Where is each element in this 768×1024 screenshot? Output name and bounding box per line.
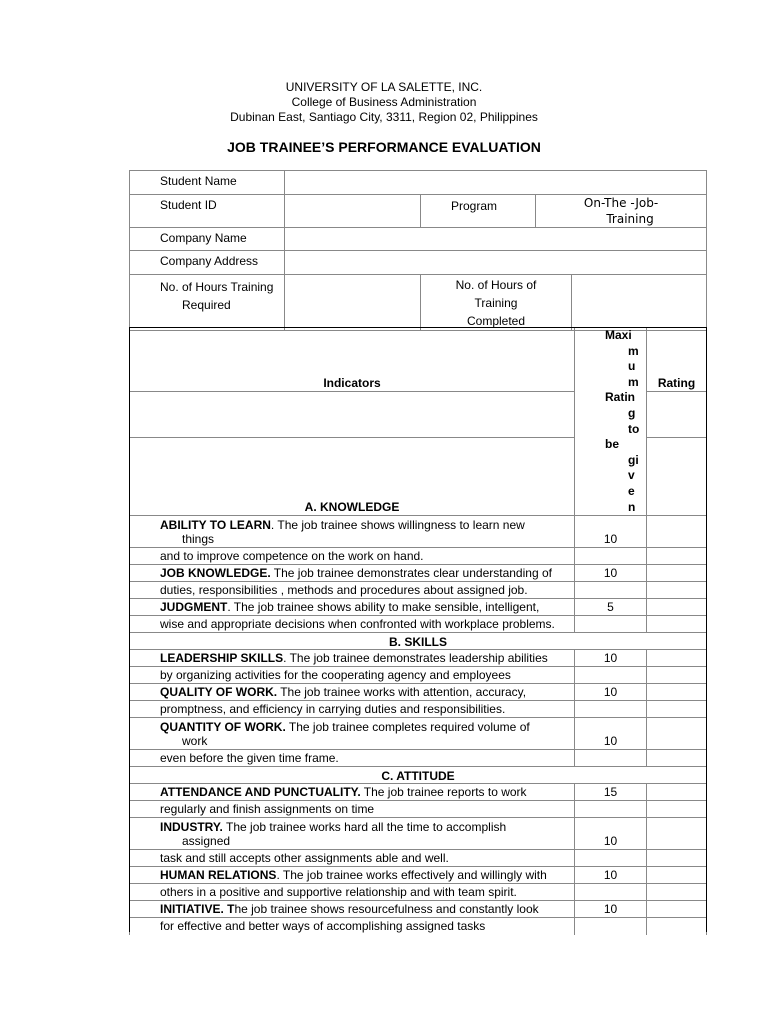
indicator-job-knowledge: JOB KNOWLEDGE. The job trainee demonstrates clear understanding of bbox=[130, 565, 575, 582]
university-address: Dubinan East, Santiago City, 3311, Region 02, Philippines bbox=[230, 110, 538, 124]
company-name-field[interactable] bbox=[285, 228, 707, 251]
hours-required-line-1: No. of Hours Training bbox=[160, 280, 274, 294]
table-row bbox=[130, 818, 707, 850]
trainee-info-table bbox=[129, 170, 707, 331]
document-header bbox=[0, 80, 768, 125]
rating-industry[interactable] bbox=[647, 818, 707, 850]
student-name-field[interactable] bbox=[285, 171, 707, 195]
table-row bbox=[130, 565, 707, 582]
max-rating-header: Maxi m u m Ratin g to be gi v e n bbox=[575, 328, 647, 516]
max-attendance-punctuality: 15 bbox=[575, 784, 647, 801]
indicators-header: Indicators bbox=[130, 328, 575, 392]
indicator-industry: INDUSTRY. The job trainee works hard all the time to accomplish assigned bbox=[130, 818, 575, 850]
section-skills-row bbox=[130, 633, 707, 650]
hours-completed-line-2: Training bbox=[474, 296, 518, 310]
rating-leadership-skills[interactable] bbox=[647, 650, 707, 667]
max-judgment: 5 bbox=[575, 599, 647, 616]
hours-completed-field[interactable] bbox=[572, 275, 707, 331]
table-row: regularly and finish assignments on time bbox=[130, 801, 707, 818]
rating-quality-of-work[interactable] bbox=[647, 684, 707, 701]
table-row bbox=[130, 516, 707, 548]
table-row: even before the given time frame. bbox=[130, 750, 707, 767]
table-row: promptness, and efficiency in carrying duties and responsibilities. bbox=[130, 701, 707, 718]
max-quantity-of-work: 10 bbox=[575, 718, 647, 750]
program-value-line-2: Training bbox=[606, 212, 654, 226]
max-ability-to-learn: 10 bbox=[575, 516, 647, 548]
section-attitude: C. ATTITUDE bbox=[130, 767, 707, 784]
table-row bbox=[130, 650, 707, 667]
hours-required-label bbox=[130, 275, 285, 331]
table-row: for effective and better ways of accomplishing assigned tasks bbox=[130, 918, 707, 935]
indicator-ability-to-learn: ABILITY TO LEARN. The job trainee shows willingness to learn new things bbox=[130, 516, 575, 548]
student-name-label: Student Name bbox=[130, 171, 285, 195]
training-hours-row bbox=[130, 275, 707, 331]
program-value bbox=[536, 195, 707, 228]
section-skills: B. SKILLS bbox=[130, 633, 707, 650]
indicator-leadership-skills: LEADERSHIP SKILLS. The job trainee demonstrates leadership abilities bbox=[130, 650, 575, 667]
section-knowledge: A. KNOWLEDGE bbox=[130, 437, 575, 515]
section-attitude-row bbox=[130, 767, 707, 784]
student-id-field[interactable] bbox=[285, 195, 421, 228]
table-row bbox=[130, 867, 707, 884]
rating-header: Rating bbox=[647, 328, 707, 392]
table-row bbox=[130, 901, 707, 918]
hours-completed-line-3: Completed bbox=[466, 314, 526, 328]
indicator-quality-of-work: QUALITY OF WORK. The job trainee works with attention, accuracy, bbox=[130, 684, 575, 701]
hours-completed-line-1: No. of Hours of bbox=[455, 278, 537, 292]
table-row: by organizing activities for the cooperating agency and employees bbox=[130, 667, 707, 684]
hours-completed-label bbox=[421, 275, 572, 331]
company-name-row bbox=[130, 228, 707, 251]
max-leadership-skills: 10 bbox=[575, 650, 647, 667]
table-row bbox=[130, 718, 707, 750]
indicator-initiative: INITIATIVE. The job trainee shows resourcefulness and constantly look bbox=[130, 901, 575, 918]
max-industry: 10 bbox=[575, 818, 647, 850]
rating-initiative[interactable] bbox=[647, 901, 707, 918]
indicator-attendance-punctuality: ATTENDANCE AND PUNCTUALITY. The job trainee reports to work bbox=[130, 784, 575, 801]
hours-required-line-2: Required bbox=[182, 298, 231, 312]
max-quality-of-work: 10 bbox=[575, 684, 647, 701]
max-human-relations: 10 bbox=[575, 867, 647, 884]
indicator-human-relations: HUMAN RELATIONS. The job trainee works effectively and willingly with bbox=[130, 867, 575, 884]
table-row: others in a positive and supportive relationship and with team spirit. bbox=[130, 884, 707, 901]
page-title: JOB TRAINEE’S PERFORMANCE EVALUATION bbox=[227, 139, 541, 155]
rating-human-relations[interactable] bbox=[647, 867, 707, 884]
student-name-row bbox=[130, 171, 707, 195]
table-row bbox=[130, 684, 707, 701]
table-row: wise and appropriate decisions when confronted with workplace problems. bbox=[130, 616, 707, 633]
table-row: task and still accepts other assignments able and well. bbox=[130, 850, 707, 867]
table-row: duties, responsibilities , methods and procedures about assigned job. bbox=[130, 582, 707, 599]
student-id-label: Student ID bbox=[130, 195, 285, 228]
university-name: UNIVERSITY OF LA SALETTE, INC. bbox=[285, 80, 483, 94]
program-value-line-1: On-The -Job- bbox=[583, 196, 659, 210]
company-address-field[interactable] bbox=[285, 251, 707, 275]
max-job-knowledge: 10 bbox=[575, 565, 647, 582]
company-address-label: Company Address bbox=[130, 251, 285, 275]
header-row bbox=[130, 328, 707, 392]
company-name-label: Company Name bbox=[130, 228, 285, 251]
indicator-quantity-of-work: QUANTITY OF WORK. The job trainee completes required volume of work bbox=[130, 718, 575, 750]
table-row bbox=[130, 599, 707, 616]
rating-judgment[interactable] bbox=[647, 599, 707, 616]
rating-quantity-of-work[interactable] bbox=[647, 718, 707, 750]
table-row bbox=[130, 784, 707, 801]
evaluation-table bbox=[129, 327, 707, 935]
company-address-row bbox=[130, 251, 707, 275]
college-name: College of Business Administration bbox=[291, 95, 477, 109]
rating-ability-to-learn[interactable] bbox=[647, 516, 707, 548]
indicator-judgment: JUDGMENT. The job trainee shows ability to make sensible, intelligent, bbox=[130, 599, 575, 616]
rating-attendance-punctuality[interactable] bbox=[647, 784, 707, 801]
program-label: Program bbox=[421, 195, 536, 228]
max-initiative: 10 bbox=[575, 901, 647, 918]
table-row: and to improve competence on the work on hand. bbox=[130, 548, 707, 565]
hours-required-field[interactable] bbox=[285, 275, 421, 331]
student-id-row bbox=[130, 195, 707, 228]
rating-job-knowledge[interactable] bbox=[647, 565, 707, 582]
